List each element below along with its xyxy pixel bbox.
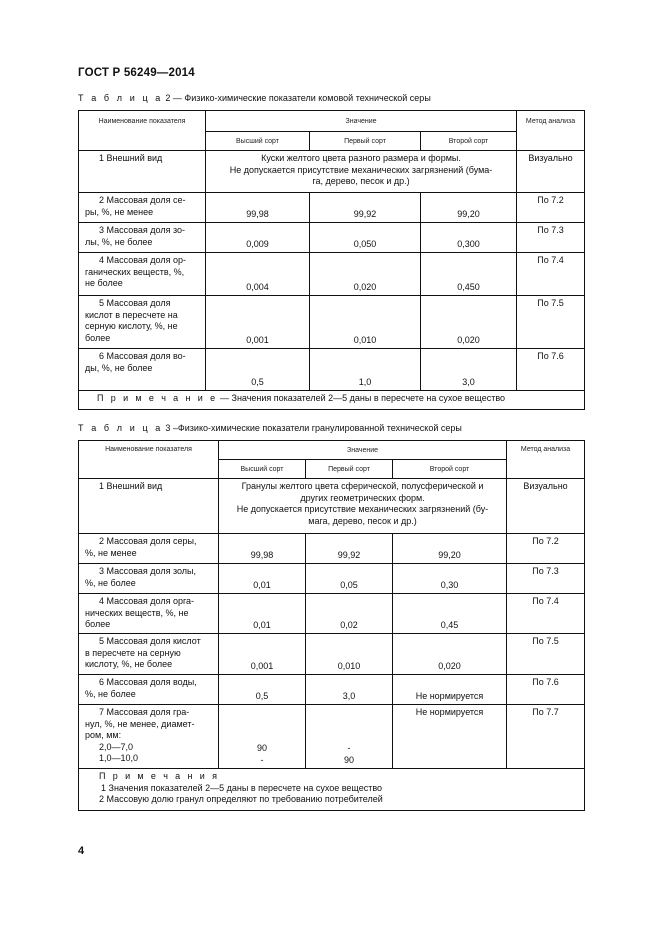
- table3-caption-text: 3 –Физико-химические показатели гранулированной технической серы: [165, 423, 462, 433]
- table-row: 3 Массовая доля золы, %, не более 0,01 0,05 0,30 По 7.3: [79, 564, 585, 594]
- table2-note-text: — Значения показателей 2—5 даны в пересчете на сухое вещество: [220, 393, 506, 403]
- table2: [78, 110, 585, 410]
- table2-note-label: П р и м е ч а н и е: [97, 393, 218, 403]
- table-row: 2 Массовая доля серы, %, не менее 99,98 99,92 99,20 По 7.2: [79, 534, 585, 564]
- table2-header-method: Метод анализа: [517, 111, 585, 151]
- table3-notes-label: П р и м е ч а н и я: [99, 771, 220, 781]
- table3-row1-value: Гранулы желтого цвета сферической, полусферической и других геометрических форм. Не допускается присутствие механических загрязнений (бу- мага, дерево, песок и др.): [219, 479, 507, 534]
- table3-header-method: Метод анализа: [507, 441, 585, 479]
- table-row: 4 Массовая доля ор- ганических веществ, %, не более 0,004 0,020 0,450 По 7.4: [79, 253, 585, 296]
- page-number: 4: [78, 845, 85, 857]
- table3-notes: [79, 769, 585, 811]
- table3-note-2: 2 Массовую долю гранул определяют по требованию потребителей: [99, 794, 383, 804]
- table3-row1-method: Визуально: [507, 479, 585, 534]
- table2-row1-name: 1 Внешний вид: [79, 151, 206, 193]
- table-row: 4 Массовая доля орга- нических веществ, %, не более 0,01 0,02 0,45 По 7.4: [79, 594, 585, 634]
- table3: [78, 440, 585, 811]
- document-header: ГОСТ Р 56249—2014: [78, 67, 195, 79]
- table3-caption-label: Т а б л и ц а: [78, 423, 163, 433]
- table3-header-grade: Первый сорт: [306, 460, 393, 479]
- table3-note-1: 1 Значения показателей 2—5 даны в пересчете на сухое вещество: [101, 782, 383, 793]
- table3-row1-name: 1 Внешний вид: [79, 479, 219, 534]
- table-row: 5 Массовая доля кислот в пересчете на серную кислоту, %, не более 0,001 0,010 0,020 По 7.5: [79, 634, 585, 675]
- table3-header-name: Наименование показателя: [79, 441, 219, 479]
- table-row: 6 Массовая доля во- ды, %, не более 0,5 1,0 3,0 По 7.6: [79, 349, 585, 391]
- table3-header-value: Значение: [219, 441, 507, 460]
- table3-header-grade: Второй сорт: [393, 460, 507, 479]
- table2-header-name: Наименование показателя: [79, 111, 206, 151]
- table2-header-grade: Первый сорт: [310, 132, 421, 151]
- table2-caption-text: 2 — Физико-химические показатели комовой технической серы: [165, 93, 431, 103]
- table2-caption-label: Т а б л и ц а: [78, 93, 163, 103]
- table2-caption: [78, 93, 431, 103]
- table2-header-grade: Высший сорт: [206, 132, 310, 151]
- table-row: 5 Массовая доля кислот в пересчете на серную кислоту, %, не более 0,001 0,010 0,020 По 7.5: [79, 296, 585, 349]
- table2-note: [79, 391, 585, 410]
- table-row: 2 Массовая доля се- ры, %, не менее 99,98 99,92 99,20 По 7.2: [79, 193, 585, 223]
- table2-row1-method: Визуально: [517, 151, 585, 193]
- table3-row7: 7 Массовая доля гра- нул, %, не менее, диамет- ром, мм: 2,0—7,0 1,0—10,0 90 - - 90 Не нормируется По 7.7: [79, 705, 585, 769]
- table2-header-value: Значение: [206, 111, 517, 132]
- table3-caption: [78, 423, 462, 433]
- table3-header-grade: Высший сорт: [219, 460, 306, 479]
- table-row: 6 Массовая доля воды, %, не более 0,5 3,0 Не нормируется По 7.6: [79, 675, 585, 705]
- table2-row1-value: Куски желтого цвета разного размера и формы. Не допускается присутствие механических загрязнений (бума- га, дерево, песок и др.): [206, 151, 517, 193]
- table-row: 3 Массовая доля зо- лы, %, не более 0,009 0,050 0,300 По 7.3: [79, 223, 585, 253]
- table2-header-grade: Второй сорт: [421, 132, 517, 151]
